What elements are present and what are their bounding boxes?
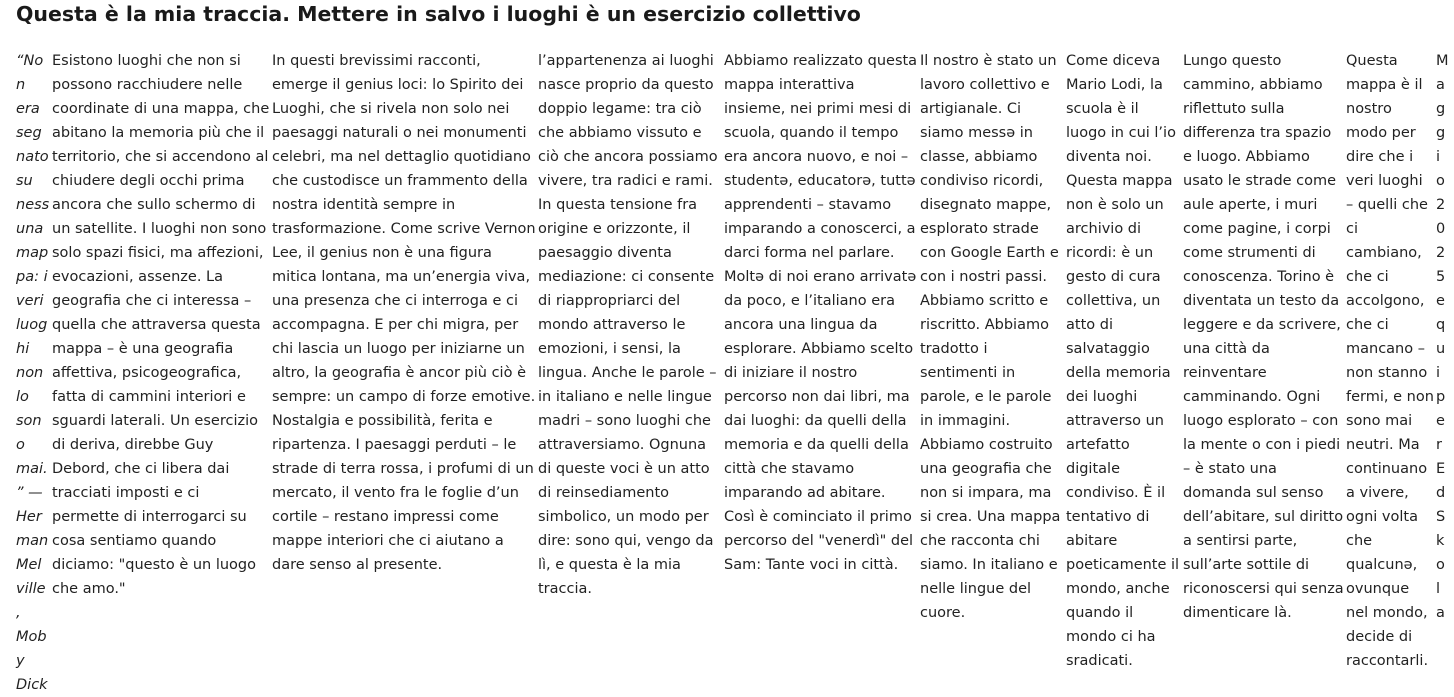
paragraph: Maggio 2025 e qui per Ed Skola (1436, 53, 1449, 621)
text-column-5 (920, 49, 1064, 625)
paragraph: Come diceva Mario Lodi, la scuola è il luogo in cui l’io diventa noi. Questa mappa non è solo un archivio di ricordi: è un gesto di cura collettiva, un atto di salvataggio della memoria dei luoghi attraverso un artefatto digitale condiviso. È il tentativo di abitare poeticamente il mondo, anche quando il mondo ci ha sradicati. (1066, 53, 1180, 669)
paragraph: Lungo questo cammino, abbiamo riflettuto sulla differenza tra spazio e luogo. Abbiamo usato le strade come aule aperte, i muri come pagine, i corpi come strumenti di conoscenza. Torino è diventata un testo da leggere e da scrivere, una città da reinventare camminando. Ogni luogo esplorato – con la mente o con i piedi – è stato una domanda sul senso dell’abitare, sul diritto a sentirsi parte, sull’arte sottile di riconoscersi qui senza dimenticare là. (1183, 53, 1344, 621)
text-column-1 (52, 49, 270, 601)
text-column-9 (1436, 49, 1448, 625)
epigraph-quote (16, 49, 50, 697)
paragraph: Abbiamo realizzato questa mappa interattiva insieme, nei primi mesi di scuola, quando il tempo era ancora nuovo, e noi – studentə, educatorə, tuttə apprendenti – stavamo imparando a conoscerci, a darci forma nel parlare. Moltə di noi erano arrivatə da poco, e l’italiano era ancora una lingua da esplorare. Abbiamo scelto di iniziare il nostro percorso non dai libri, ma dai luoghi: da quelli della memoria e da quelli della città che stavamo imparando ad abitare. Così è cominciato il primo percorso del "venerdì" del Sam: Tante voci in città. (724, 53, 918, 573)
paragraph: In questi brevissimi racconti, emerge il genius loci: lo Spirito dei Luoghi, che si rivela non solo nei paesaggi naturali o nei monumenti celebri, ma nel dettaglio quotidiano che custodisce un frammento della nostra identità sempre in trasformazione. Come scrive Vernon Lee, il genius non è una figura mitica lontana, ma un’energia viva, una presenza che ci interroga e ci accompagna. E per chi migra, per chi lascia un luogo per iniziarne un altro, la geografia è ancor più ciò è sempre: un campo di forze emotive. Nostalgia e possibilità, ferita e ripartenza. I paesaggi perduti – le strade di terra rossa, i profumi di un mercato, il vento fra le foglie d’un cortile – restano impressi come mappe interiori che ci aiutano a dare senso al presente. (272, 53, 536, 573)
page-title: Questa è la mia traccia. Mettere in salvo i luoghi è un esercizio collettivo (16, 2, 861, 26)
text-column-6 (1066, 49, 1181, 673)
paragraph: l’appartenenza ai luoghi nasce proprio da questo doppio legame: tra ciò che abbiamo vissuto e ciò che ancora possiamo vivere, tra radici e rami. In questa tensione fra origine e orizzonte, il paesaggio diventa mediazione: ci consente di riappropriarci del mondo attraverso le emozioni, i sensi, la lingua. Anche le parole – in italiano e nelle lingue madri – sono luoghi che attraversiamo. Ognuna di queste voci è un atto di reinsediamento simbolico, un modo per dire: sono qui, vengo da lì, e questa è la mia traccia. (538, 53, 718, 597)
epigraph-text: “Non era segnato su nessuna mappa: i veri luoghi non lo sono mai.” — Herman Melville, Moby Dick (16, 53, 50, 693)
paragraph: Questa mappa è il nostro modo per dire che i veri luoghi – quelli che ci cambiano, che ci accolgono, che ci mancano – non stanno fermi, e non sono mai neutri. Ma continuano a vivere, ogni volta che qualcunə, ovunque nel mondo, decide di raccontarli. (1346, 53, 1434, 669)
text-column-4 (724, 49, 918, 577)
text-column-8 (1346, 49, 1434, 673)
text-column-7 (1183, 49, 1344, 625)
text-column-3 (538, 49, 722, 601)
text-column-2 (272, 49, 536, 577)
paragraph: Esistono luoghi che non si possono racchiudere nelle coordinate di una mappa, che abitano la memoria più che il territorio, che si accendono al chiudere degli occhi prima ancora che sullo schermo di un satellite. I luoghi non sono solo spazi fisici, ma affezioni, evocazioni, assenze. La geografia che ci interessa – quella che attraversa questa mappa – è una geografia affettiva, psicogeografica, fatta di cammini interiori e sguardi laterali. Un esercizio di deriva, direbbe Guy Debord, che ci libera dai tracciati imposti e ci permette di interrogarci su cosa sentiamo quando diciamo: "questo è un luogo che amo." (52, 53, 270, 597)
paragraph: Il nostro è stato un lavoro collettivo e artigianale. Ci siamo messə in classe, abbiamo condiviso ricordi, disegnato mappe, esplorato strade con Google Earth e con i nostri passi. Abbiamo scritto e riscritto. Abbiamo tradotto i sentimenti in parole, e le parole in immagini. Abbiamo costruito una geografia che non si impara, ma si crea. Una mappa che racconta chi siamo. In italiano e nelle lingue del cuore. (920, 53, 1061, 621)
